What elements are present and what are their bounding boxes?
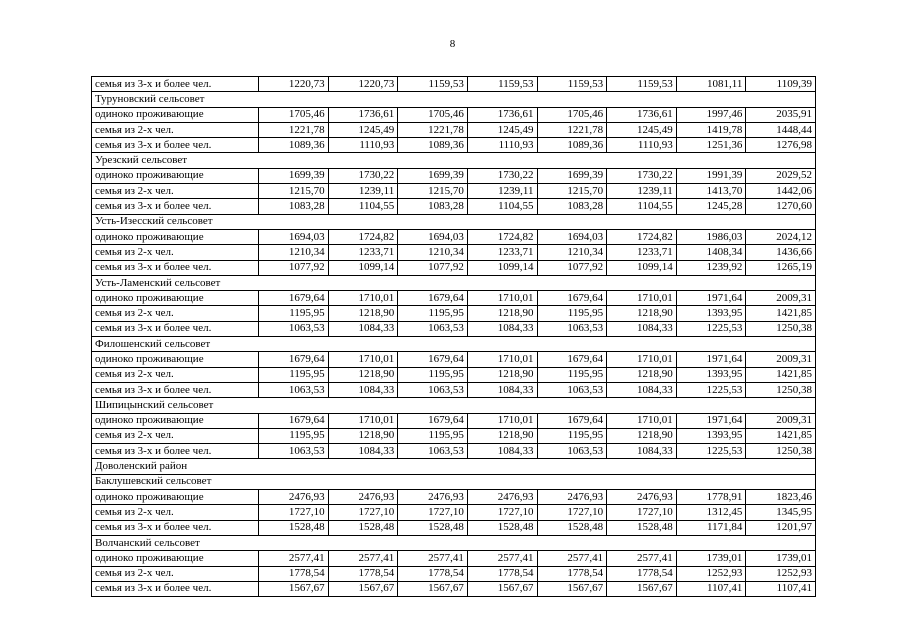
- value-cell: 1233,71: [467, 245, 537, 260]
- row-label: семья из 3-х и более чел.: [92, 321, 259, 336]
- value-cell: 1991,39: [676, 168, 746, 183]
- value-cell: 1089,36: [259, 138, 329, 153]
- value-cell: 1218,90: [467, 306, 537, 321]
- value-cell: 1679,64: [259, 413, 329, 428]
- group-empty-cell: [259, 459, 816, 474]
- value-cell: 1107,41: [676, 581, 746, 596]
- value-cell: 1419,78: [676, 122, 746, 137]
- value-cell: 2009,31: [746, 413, 816, 428]
- value-cell: 1195,95: [398, 428, 468, 443]
- table-row: [92, 367, 816, 382]
- value-cell: 1694,03: [398, 229, 468, 244]
- table-row: [92, 260, 816, 275]
- value-cell: 1233,71: [328, 245, 398, 260]
- table-row: [92, 413, 816, 428]
- value-cell: 1099,14: [467, 260, 537, 275]
- value-cell: 1724,82: [607, 229, 677, 244]
- table-row: [92, 444, 816, 459]
- value-cell: 1084,33: [328, 321, 398, 336]
- value-cell: 1195,95: [259, 306, 329, 321]
- value-cell: 1063,53: [259, 321, 329, 336]
- value-cell: 1528,48: [537, 520, 607, 535]
- row-label: одиноко проживающие: [92, 168, 259, 183]
- value-cell: 1710,01: [467, 291, 537, 306]
- value-cell: 1218,90: [328, 428, 398, 443]
- table-row: [92, 306, 816, 321]
- value-cell: 1104,55: [328, 199, 398, 214]
- table-row: [92, 107, 816, 122]
- value-cell: 1225,53: [676, 444, 746, 459]
- row-label: семья из 3-х и более чел.: [92, 77, 259, 92]
- value-cell: 1265,19: [746, 260, 816, 275]
- value-cell: 1710,01: [607, 413, 677, 428]
- value-cell: 1736,61: [328, 107, 398, 122]
- table-row: [92, 566, 816, 581]
- table-row: [92, 382, 816, 397]
- value-cell: 1084,33: [607, 382, 677, 397]
- row-label: семья из 3-х и более чел.: [92, 382, 259, 397]
- page-number: 8: [449, 38, 456, 50]
- value-cell: 1393,95: [676, 367, 746, 382]
- value-cell: 1823,46: [746, 490, 816, 505]
- value-cell: 1727,10: [537, 505, 607, 520]
- row-label: семья из 2-х чел.: [92, 245, 259, 260]
- value-cell: 1436,66: [746, 245, 816, 260]
- row-label: одиноко проживающие: [92, 107, 259, 122]
- value-cell: 1778,54: [398, 566, 468, 581]
- value-cell: 2029,52: [746, 168, 816, 183]
- value-cell: 1710,01: [607, 352, 677, 367]
- value-cell: 1077,92: [537, 260, 607, 275]
- group-empty-cell: [259, 398, 816, 413]
- group-title: Волчанский сельсовет: [92, 535, 259, 550]
- row-label: семья из 3-х и более чел.: [92, 520, 259, 535]
- value-cell: 1110,93: [467, 138, 537, 153]
- row-label: одиноко проживающие: [92, 352, 259, 367]
- value-cell: 1694,03: [259, 229, 329, 244]
- value-cell: 1063,53: [537, 444, 607, 459]
- value-cell: 1727,10: [398, 505, 468, 520]
- value-cell: 1195,95: [259, 367, 329, 382]
- value-cell: 1567,67: [607, 581, 677, 596]
- value-cell: 1084,33: [328, 444, 398, 459]
- value-cell: 1727,10: [467, 505, 537, 520]
- value-cell: 1081,11: [676, 77, 746, 92]
- table-row: [92, 138, 816, 153]
- table-row: [92, 490, 816, 505]
- group-header-row: [92, 92, 816, 107]
- value-cell: 1195,95: [537, 367, 607, 382]
- row-label: семья из 2-х чел.: [92, 505, 259, 520]
- value-cell: 1778,54: [537, 566, 607, 581]
- value-cell: 1252,93: [676, 566, 746, 581]
- value-cell: 2577,41: [398, 551, 468, 566]
- value-cell: 1421,85: [746, 428, 816, 443]
- value-cell: 1679,64: [398, 291, 468, 306]
- value-cell: 1528,48: [328, 520, 398, 535]
- value-cell: 1084,33: [467, 382, 537, 397]
- value-cell: 1250,38: [746, 321, 816, 336]
- value-cell: 1063,53: [398, 444, 468, 459]
- value-cell: 1218,90: [607, 428, 677, 443]
- value-cell: 2577,41: [537, 551, 607, 566]
- value-cell: 1727,10: [259, 505, 329, 520]
- row-label: одиноко проживающие: [92, 551, 259, 566]
- value-cell: 1778,54: [328, 566, 398, 581]
- group-empty-cell: [259, 214, 816, 229]
- value-cell: 1413,70: [676, 184, 746, 199]
- row-label: семья из 3-х и более чел.: [92, 444, 259, 459]
- value-cell: 1705,46: [398, 107, 468, 122]
- row-label: семья из 2-х чел.: [92, 367, 259, 382]
- value-cell: 1724,82: [467, 229, 537, 244]
- group-empty-cell: [259, 474, 816, 489]
- table-row: [92, 291, 816, 306]
- value-cell: 1077,92: [259, 260, 329, 275]
- value-cell: 1699,39: [398, 168, 468, 183]
- value-cell: 1063,53: [398, 382, 468, 397]
- value-cell: 1083,28: [537, 199, 607, 214]
- value-cell: 1971,64: [676, 413, 746, 428]
- value-cell: 1679,64: [398, 413, 468, 428]
- value-cell: 1730,22: [467, 168, 537, 183]
- value-cell: 1567,67: [259, 581, 329, 596]
- value-cell: 1699,39: [537, 168, 607, 183]
- value-cell: 1218,90: [328, 367, 398, 382]
- value-cell: 1218,90: [607, 367, 677, 382]
- group-title: Баклушевский сельсовет: [92, 474, 259, 489]
- value-cell: 1679,64: [537, 291, 607, 306]
- group-empty-cell: [259, 153, 816, 168]
- value-cell: 2009,31: [746, 352, 816, 367]
- group-header-row: [92, 214, 816, 229]
- value-cell: 1345,95: [746, 505, 816, 520]
- value-cell: 2577,41: [328, 551, 398, 566]
- value-cell: 1210,34: [259, 245, 329, 260]
- value-cell: 1215,70: [259, 184, 329, 199]
- value-cell: 1110,93: [328, 138, 398, 153]
- value-cell: 1077,92: [398, 260, 468, 275]
- value-cell: 1195,95: [537, 306, 607, 321]
- value-cell: 1421,85: [746, 306, 816, 321]
- value-cell: 1195,95: [259, 428, 329, 443]
- value-cell: 1063,53: [259, 382, 329, 397]
- value-cell: 1528,48: [607, 520, 677, 535]
- row-label: семья из 2-х чел.: [92, 428, 259, 443]
- value-cell: 2009,31: [746, 291, 816, 306]
- value-cell: 1220,73: [328, 77, 398, 92]
- value-cell: 1063,53: [259, 444, 329, 459]
- value-cell: 2476,93: [398, 490, 468, 505]
- value-cell: 1393,95: [676, 306, 746, 321]
- table-row: [92, 229, 816, 244]
- group-header-row: [92, 459, 816, 474]
- value-cell: 1971,64: [676, 291, 746, 306]
- value-cell: 1215,70: [398, 184, 468, 199]
- table-row: [92, 520, 816, 535]
- row-label: семья из 3-х и более чел.: [92, 581, 259, 596]
- value-cell: 1084,33: [607, 321, 677, 336]
- group-title: Усть-Изесский сельсовет: [92, 214, 259, 229]
- value-cell: 1710,01: [328, 352, 398, 367]
- value-cell: 1195,95: [537, 428, 607, 443]
- value-cell: 1730,22: [328, 168, 398, 183]
- table-row: [92, 77, 816, 92]
- group-header-row: [92, 337, 816, 352]
- value-cell: 1063,53: [537, 382, 607, 397]
- value-cell: 1250,38: [746, 444, 816, 459]
- value-cell: 1215,70: [537, 184, 607, 199]
- value-cell: 1442,06: [746, 184, 816, 199]
- row-label: одиноко проживающие: [92, 229, 259, 244]
- table-row: [92, 245, 816, 260]
- value-cell: 1225,53: [676, 382, 746, 397]
- value-cell: 2476,93: [537, 490, 607, 505]
- table-row: [92, 321, 816, 336]
- value-cell: 1218,90: [467, 367, 537, 382]
- value-cell: 1778,54: [259, 566, 329, 581]
- group-title: Шипицынский сельсовет: [92, 398, 259, 413]
- group-title: Доволенский район: [92, 459, 259, 474]
- value-cell: 1251,36: [676, 138, 746, 153]
- value-cell: 1730,22: [607, 168, 677, 183]
- value-cell: 1239,92: [676, 260, 746, 275]
- value-cell: 1528,48: [259, 520, 329, 535]
- value-cell: 1239,11: [607, 184, 677, 199]
- group-header-row: [92, 474, 816, 489]
- value-cell: 1083,28: [398, 199, 468, 214]
- value-cell: 1104,55: [607, 199, 677, 214]
- tariff-table-body: [92, 77, 816, 597]
- row-label: семья из 3-х и более чел.: [92, 199, 259, 214]
- value-cell: 1679,64: [537, 352, 607, 367]
- value-cell: 1312,45: [676, 505, 746, 520]
- group-header-row: [92, 398, 816, 413]
- table-row: [92, 428, 816, 443]
- value-cell: 1528,48: [467, 520, 537, 535]
- value-cell: 1710,01: [467, 413, 537, 428]
- value-cell: 1567,67: [328, 581, 398, 596]
- value-cell: 1084,33: [328, 382, 398, 397]
- value-cell: 1239,11: [467, 184, 537, 199]
- value-cell: 1159,53: [607, 77, 677, 92]
- value-cell: 1997,46: [676, 107, 746, 122]
- table-row: [92, 184, 816, 199]
- value-cell: 1107,41: [746, 581, 816, 596]
- value-cell: 1679,64: [398, 352, 468, 367]
- table-row: [92, 505, 816, 520]
- row-label: одиноко проживающие: [92, 490, 259, 505]
- value-cell: 1218,90: [328, 306, 398, 321]
- group-header-row: [92, 535, 816, 550]
- value-cell: 1159,53: [398, 77, 468, 92]
- value-cell: 1245,49: [467, 122, 537, 137]
- value-cell: 1159,53: [537, 77, 607, 92]
- table-row: [92, 199, 816, 214]
- group-title: Усть-Ламенский сельсовет: [92, 275, 259, 290]
- value-cell: 1705,46: [259, 107, 329, 122]
- value-cell: 1699,39: [259, 168, 329, 183]
- value-cell: 1679,64: [537, 413, 607, 428]
- value-cell: 1233,71: [607, 245, 677, 260]
- group-title: Урезский сельсовет: [92, 153, 259, 168]
- value-cell: 1739,01: [676, 551, 746, 566]
- value-cell: 1679,64: [259, 291, 329, 306]
- value-cell: 1705,46: [537, 107, 607, 122]
- group-header-row: [92, 153, 816, 168]
- value-cell: 2577,41: [467, 551, 537, 566]
- value-cell: 1084,33: [467, 321, 537, 336]
- table-row: [92, 551, 816, 566]
- value-cell: 1089,36: [537, 138, 607, 153]
- value-cell: 1710,01: [328, 291, 398, 306]
- value-cell: 1109,39: [746, 77, 816, 92]
- row-label: семья из 2-х чел.: [92, 306, 259, 321]
- value-cell: 1083,28: [259, 199, 329, 214]
- value-cell: 1220,73: [259, 77, 329, 92]
- value-cell: 1778,54: [467, 566, 537, 581]
- row-label: семья из 2-х чел.: [92, 184, 259, 199]
- row-label: семья из 3-х и более чел.: [92, 260, 259, 275]
- value-cell: 1110,93: [607, 138, 677, 153]
- value-cell: 1084,33: [607, 444, 677, 459]
- value-cell: 1567,67: [537, 581, 607, 596]
- value-cell: 1210,34: [398, 245, 468, 260]
- value-cell: 1270,60: [746, 199, 816, 214]
- value-cell: 1986,03: [676, 229, 746, 244]
- value-cell: 1063,53: [398, 321, 468, 336]
- table-row: [92, 168, 816, 183]
- value-cell: 1727,10: [607, 505, 677, 520]
- value-cell: 1089,36: [398, 138, 468, 153]
- value-cell: 1195,95: [398, 306, 468, 321]
- value-cell: 1710,01: [467, 352, 537, 367]
- table-row: [92, 122, 816, 137]
- value-cell: 1159,53: [467, 77, 537, 92]
- value-cell: 1276,98: [746, 138, 816, 153]
- value-cell: 1736,61: [467, 107, 537, 122]
- value-cell: 2476,93: [607, 490, 677, 505]
- value-cell: 2577,41: [607, 551, 677, 566]
- table-row: [92, 581, 816, 596]
- value-cell: 1736,61: [607, 107, 677, 122]
- value-cell: 2035,91: [746, 107, 816, 122]
- value-cell: 1528,48: [398, 520, 468, 535]
- value-cell: 1710,01: [607, 291, 677, 306]
- value-cell: 1210,34: [537, 245, 607, 260]
- value-cell: 1221,78: [259, 122, 329, 137]
- table-row: [92, 352, 816, 367]
- value-cell: 1778,54: [607, 566, 677, 581]
- value-cell: 2476,93: [467, 490, 537, 505]
- value-cell: 1221,78: [537, 122, 607, 137]
- value-cell: 1104,55: [467, 199, 537, 214]
- row-label: одиноко проживающие: [92, 413, 259, 428]
- value-cell: 1694,03: [537, 229, 607, 244]
- group-empty-cell: [259, 535, 816, 550]
- value-cell: 1221,78: [398, 122, 468, 137]
- value-cell: 1245,28: [676, 199, 746, 214]
- group-title: Филошенский сельсовет: [92, 337, 259, 352]
- group-empty-cell: [259, 275, 816, 290]
- value-cell: 1099,14: [328, 260, 398, 275]
- group-empty-cell: [259, 92, 816, 107]
- value-cell: 1195,95: [398, 367, 468, 382]
- value-cell: 2476,93: [328, 490, 398, 505]
- value-cell: 1724,82: [328, 229, 398, 244]
- value-cell: 1099,14: [607, 260, 677, 275]
- value-cell: 1201,97: [746, 520, 816, 535]
- group-empty-cell: [259, 337, 816, 352]
- group-header-row: [92, 275, 816, 290]
- value-cell: 1171,84: [676, 520, 746, 535]
- value-cell: 1408,34: [676, 245, 746, 260]
- value-cell: 1239,11: [328, 184, 398, 199]
- row-label: семья из 3-х и более чел.: [92, 138, 259, 153]
- row-label: одиноко проживающие: [92, 291, 259, 306]
- value-cell: 1448,44: [746, 122, 816, 137]
- group-title: Туруновский сельсовет: [92, 92, 259, 107]
- value-cell: 1218,90: [607, 306, 677, 321]
- value-cell: 2476,93: [259, 490, 329, 505]
- value-cell: 1778,91: [676, 490, 746, 505]
- value-cell: 1971,64: [676, 352, 746, 367]
- row-label: семья из 2-х чел.: [92, 122, 259, 137]
- value-cell: 1252,93: [746, 566, 816, 581]
- value-cell: 1245,49: [607, 122, 677, 137]
- tariff-table: [91, 76, 816, 597]
- value-cell: 1727,10: [328, 505, 398, 520]
- value-cell: 1225,53: [676, 321, 746, 336]
- value-cell: 1245,49: [328, 122, 398, 137]
- value-cell: 1393,95: [676, 428, 746, 443]
- value-cell: 1421,85: [746, 367, 816, 382]
- value-cell: 2024,12: [746, 229, 816, 244]
- value-cell: 1679,64: [259, 352, 329, 367]
- value-cell: 1063,53: [537, 321, 607, 336]
- value-cell: 1567,67: [467, 581, 537, 596]
- value-cell: 1250,38: [746, 382, 816, 397]
- row-label: семья из 2-х чел.: [92, 566, 259, 581]
- value-cell: 1218,90: [467, 428, 537, 443]
- value-cell: 1084,33: [467, 444, 537, 459]
- value-cell: 2577,41: [259, 551, 329, 566]
- value-cell: 1567,67: [398, 581, 468, 596]
- value-cell: 1710,01: [328, 413, 398, 428]
- value-cell: 1739,01: [746, 551, 816, 566]
